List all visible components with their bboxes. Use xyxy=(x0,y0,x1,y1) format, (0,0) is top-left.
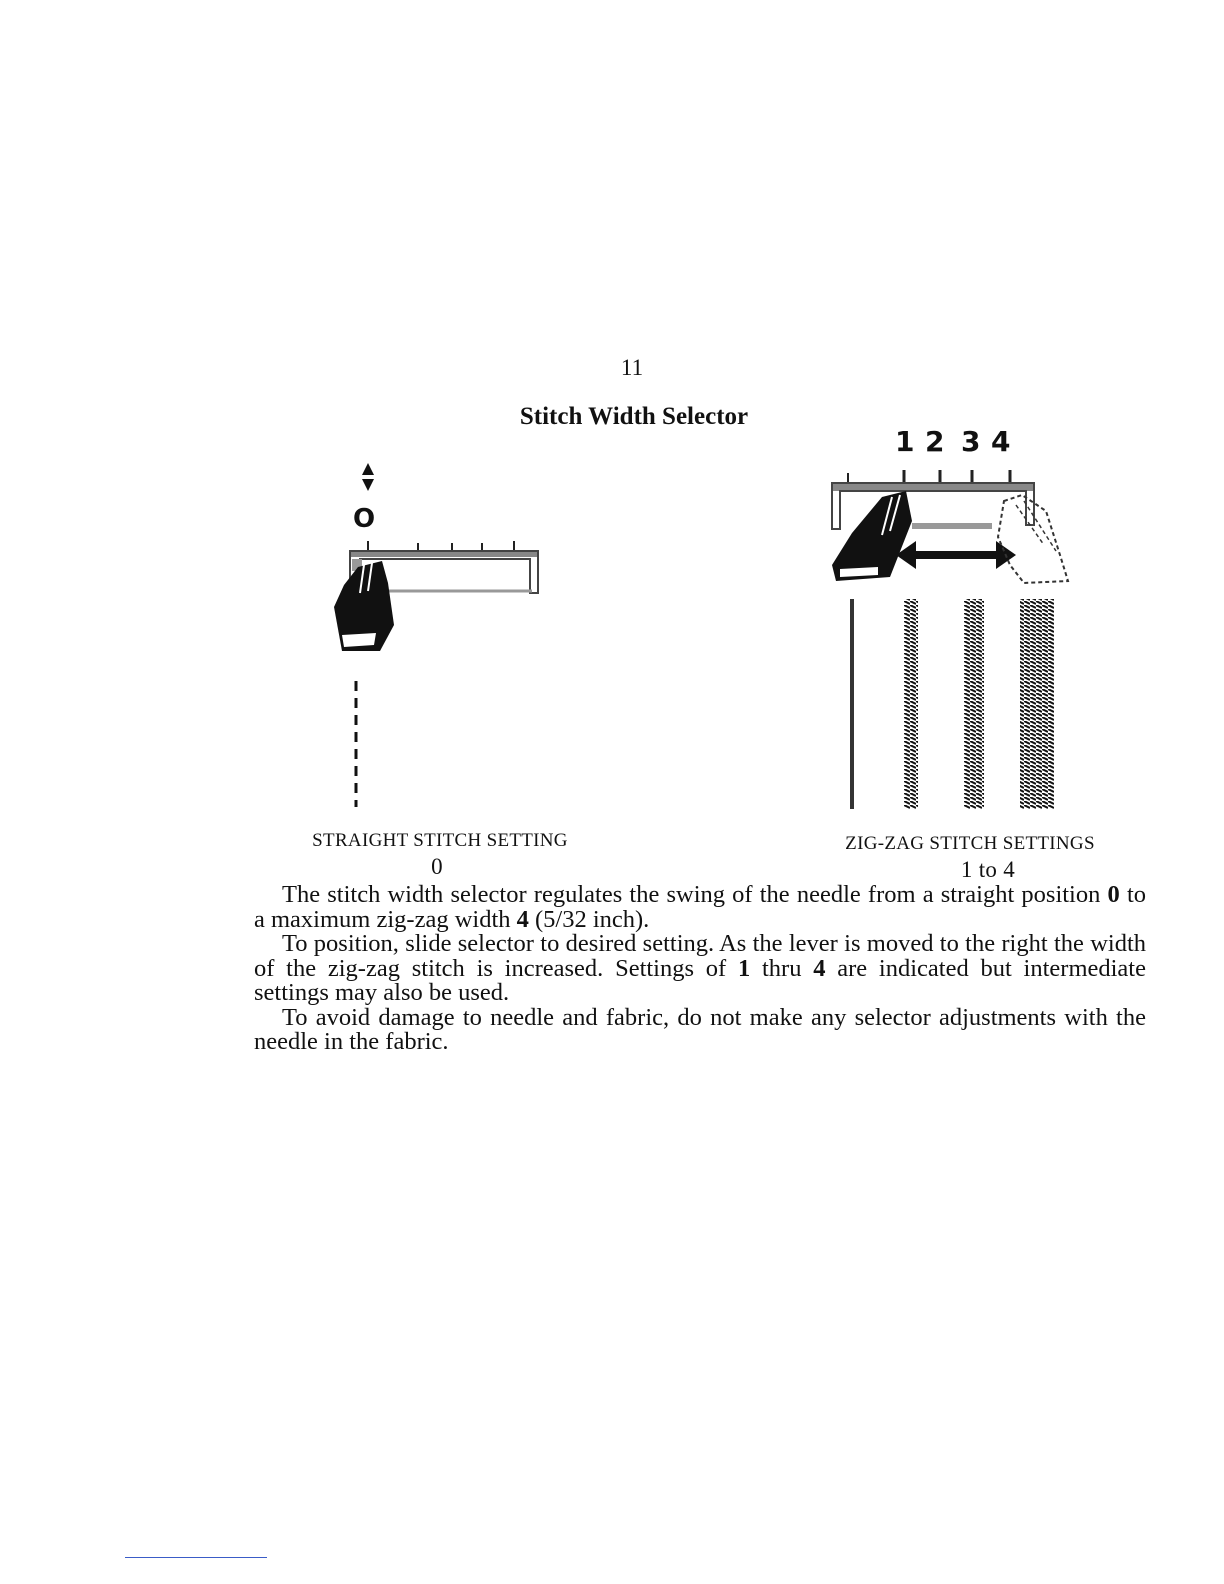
scale-number-1: 1 xyxy=(895,425,915,458)
page-title: Stitch Width Selector xyxy=(519,403,749,430)
stitch-sample-2 xyxy=(904,599,918,809)
p1-bold-0: 0 xyxy=(1107,881,1120,908)
p2-text-c: thru xyxy=(750,954,814,982)
p1-text-e: (5/32 inch). xyxy=(528,905,650,933)
zero-dial-marker: O xyxy=(353,504,376,534)
p1-bold-4: 4 xyxy=(516,905,529,933)
page-number: 11 xyxy=(620,355,644,380)
stitch-sample-1 xyxy=(850,599,854,809)
selector-lever xyxy=(334,561,394,651)
p2-text-e: are indicated but intermediate settings may also be used. xyxy=(254,954,1146,1006)
scale-number-3: 3 xyxy=(961,425,981,458)
footer-rule xyxy=(125,1557,267,1558)
up-down-arrow-icon xyxy=(362,463,374,491)
zig-zag-stitch-caption xyxy=(820,833,1120,883)
stitch-sample-4 xyxy=(1020,599,1054,809)
p2-bold-1: 1 xyxy=(737,954,751,982)
p2-bold-4: 4 xyxy=(813,954,826,982)
paragraph-2 xyxy=(254,932,1146,1006)
scale-number-2: 2 xyxy=(925,425,945,458)
zig-zag-stitch-illustration xyxy=(820,425,1110,820)
scale-ticks xyxy=(368,541,514,551)
selector-lever xyxy=(832,491,912,581)
zig-zag-stitch-caption-text: ZIG-ZAG STITCH SETTINGS xyxy=(845,833,1095,854)
straight-stitch-caption xyxy=(290,830,590,880)
p2-text-a: To position, slide selector to desired setting. As the lever is moved to the right the width of the zig-zag stitch is increased. Settings of xyxy=(254,930,1146,982)
zig-zag-stitch-value: 1 to 4 xyxy=(960,857,1016,882)
paragraph-1 xyxy=(254,883,1146,932)
body-text xyxy=(254,883,1146,1055)
paragraph-3: To avoid damage to needle and fabric, do not make any selector adjustments with the needle in the fabric. xyxy=(254,1003,1146,1055)
stitch-sample-3 xyxy=(964,599,984,809)
straight-stitch-value: 0 xyxy=(431,854,443,879)
double-arrow-icon xyxy=(896,541,1016,569)
p1-text-c: to a maximum zig-zag width xyxy=(254,881,1146,933)
straight-stitch-caption-text: STRAIGHT STITCH SETTING xyxy=(312,830,568,851)
scale-ticks xyxy=(848,470,1010,483)
p1-text-a: The stitch width selector regulates the swing of the needle from a straight position xyxy=(282,881,1108,908)
scale-number-4: 4 xyxy=(991,425,1011,458)
